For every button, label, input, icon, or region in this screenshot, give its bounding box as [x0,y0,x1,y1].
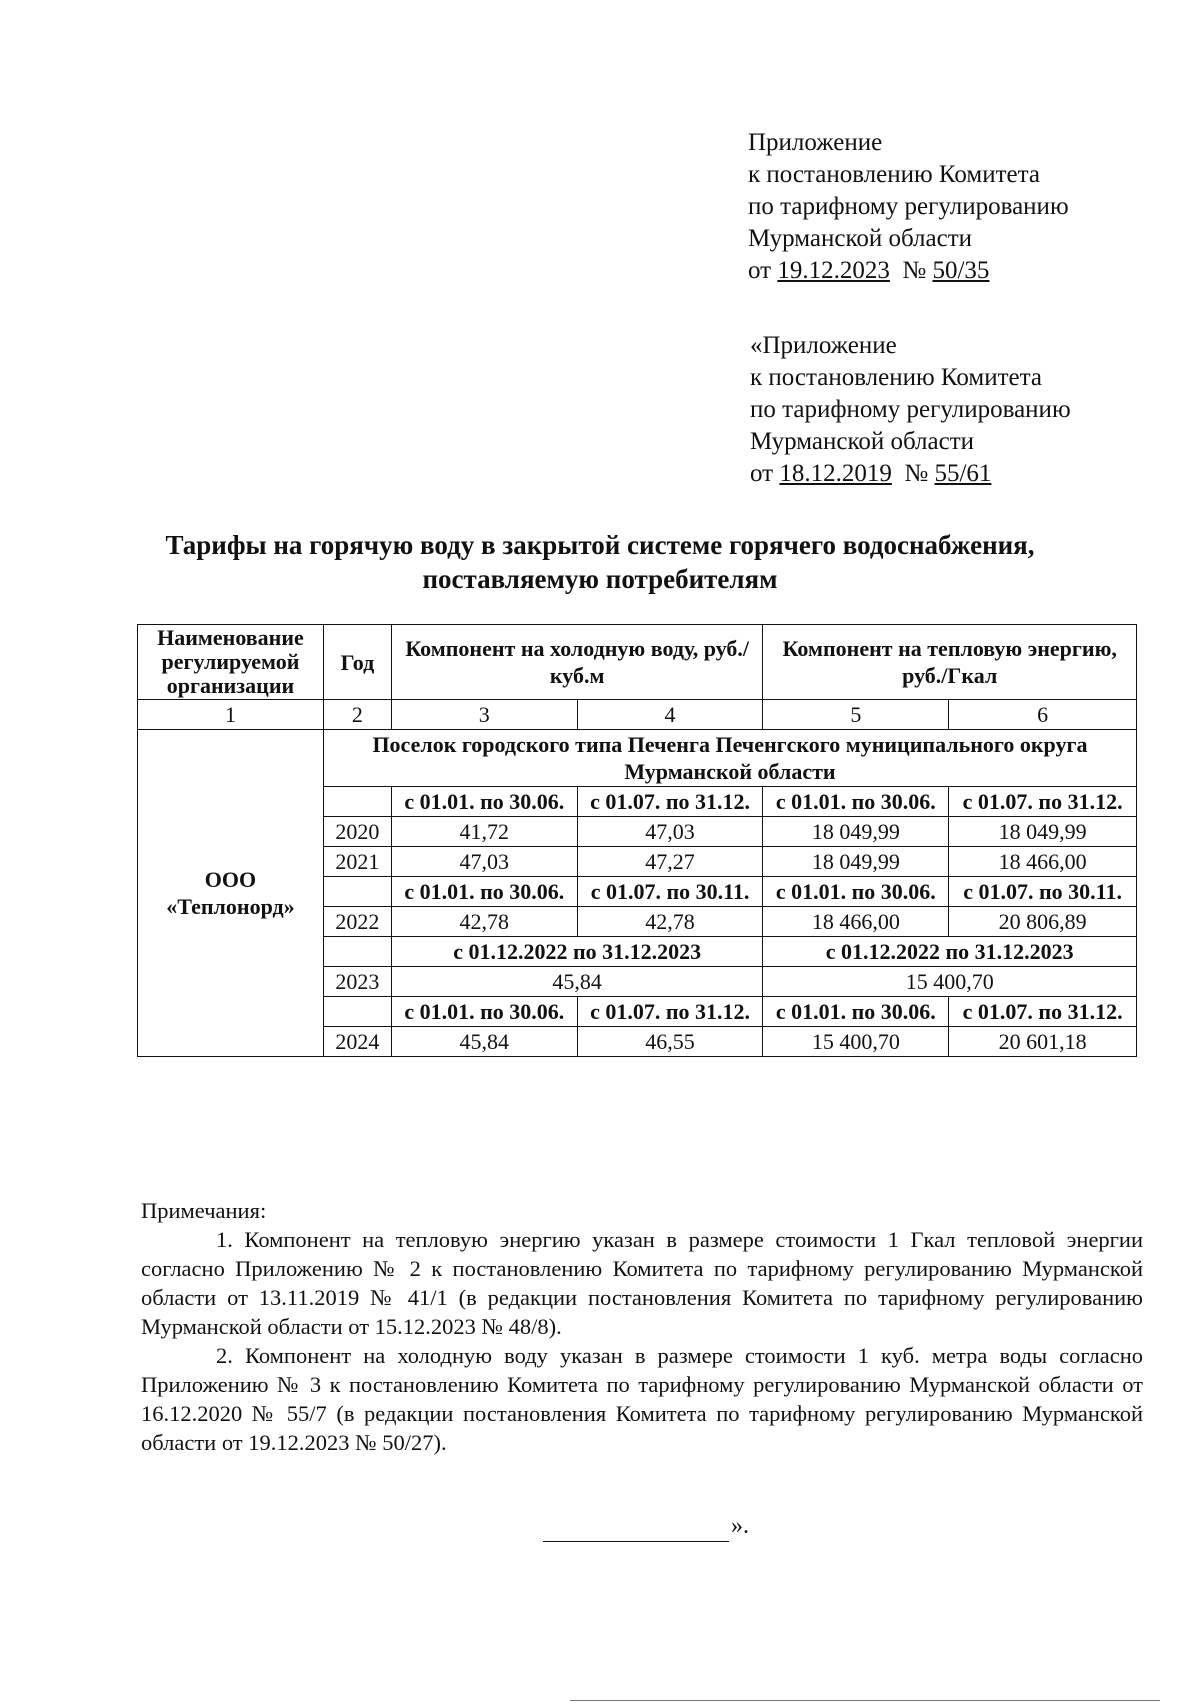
appendix-date-line [748,255,1069,287]
appendix-line: Мурманской области [748,225,973,252]
date-prefix: от [748,257,772,284]
year-cell: 2024 [323,1027,391,1057]
note-item: 2. Компонент на холодную воду указан в размере стоимости 1 куб. метра воды согласно Приложению № 3 к постановлению Комитета по тарифному регулированию Мурманской области от 16.12.2020 № 55/7 (в редакции постановления Комитета по тарифному регулированию Мурманской области от 19.12.2023 № 50/27). [141,1343,1143,1455]
period-cell: с 01.07. по 31.12. [949,997,1137,1027]
note-item: 1. Компонент на тепловую энергию указан в размере стоимости 1 Гкал тепловой энергии согласно Приложению № 2 к постановлению Комитета по тарифному регулированию Мурманской области от 13.11.2019 № 41/1 (в редакции постановления Комитета по тарифному регулированию Мурманской области от 15.12.2023 № 48/8). [141,1227,1143,1339]
number-prefix: № [904,460,929,487]
title-line: поставляемую потребителям [422,564,778,594]
value-cell: 41,72 [391,817,577,847]
column-number: 2 [323,700,391,730]
period-cell: с 01.07. по 31.12. [577,787,763,817]
value-cell: 42,78 [391,907,577,937]
value-cell: 20 806,89 [949,907,1137,937]
period-cell: с 01.07. по 30.11. [577,877,763,907]
period-cell: с 01.12.2022 по 31.12.2023 [391,937,763,967]
closing-quote: ». [731,1513,749,1539]
value-cell: 15 400,70 [763,967,1137,997]
appendix-line: к постановлению Комитета [750,364,1042,391]
period-cell: с 01.01. по 30.06. [763,787,949,817]
year-cell: 2023 [323,967,391,997]
value-cell: 18 466,00 [763,907,949,937]
year-cell: 2020 [323,817,391,847]
appendix-date-line [750,458,1071,490]
appendix-header-original [750,330,1071,490]
title-line: Тарифы на горячую воду в закрытой системе горячего водоснабжения, [165,530,1035,560]
appendix-line: «Приложение [750,332,897,359]
period-cell: с 01.01. по 30.06. [391,877,577,907]
period-cell: с 01.12.2022 по 31.12.2023 [763,937,1137,967]
resolution-date: 19.12.2023 [777,257,890,284]
period-cell: с 01.07. по 31.12. [577,997,763,1027]
value-cell: 18 049,99 [763,847,949,877]
value-cell: 45,84 [391,1027,577,1057]
year-cell: 2022 [323,907,391,937]
value-cell: 42,78 [577,907,763,937]
date-prefix: от [750,460,774,487]
value-cell: 47,03 [391,847,577,877]
appendix-line: по тарифному регулированию [750,396,1071,423]
value-cell: 47,27 [577,847,763,877]
resolution-number: 55/61 [934,460,992,487]
period-cell: с 01.07. по 30.11. [949,877,1137,907]
number-prefix: № [902,257,927,284]
organization-name: ООО «Теплонорд» [138,730,324,1057]
tariff-table [137,624,1137,1057]
header-thermal: Компонент на тепловую энергию, руб./Гкал [763,625,1137,700]
appendix-line: Приложение [748,129,883,156]
locality-row [138,730,1137,787]
period-cell: с 01.01. по 30.06. [763,997,949,1027]
resolution-number: 50/35 [932,257,990,284]
header-year: Год [323,625,391,700]
appendix-header-current [748,127,1069,287]
table-header-row [138,625,1137,700]
appendix-line: к постановлению Комитета [748,161,1040,188]
period-cell: с 01.01. по 30.06. [391,787,577,817]
column-number: 1 [138,700,324,730]
value-cell: 45,84 [391,967,763,997]
notes-section [141,1196,1143,1457]
value-cell: 15 400,70 [763,1027,949,1057]
period-cell: с 01.01. по 30.06. [763,877,949,907]
appendix-line: Мурманской области [750,428,975,455]
document-title [80,528,1120,596]
column-number: 4 [577,700,763,730]
bottom-edge-line [570,1700,1160,1701]
period-cell: с 01.07. по 31.12. [949,787,1137,817]
header-organization: Наименование регулируемой организации [138,625,324,700]
column-number: 6 [949,700,1137,730]
resolution-date: 18.12.2019 [779,460,892,487]
period-cell: с 01.01. по 30.06. [391,997,577,1027]
locality-name: Поселок городского типа Печенга Печенгского муниципального округа Мурманской области [323,730,1136,787]
notes-heading: Примечания: [141,1198,267,1223]
value-cell: 47,03 [577,817,763,847]
value-cell: 20 601,18 [949,1027,1137,1057]
column-number: 5 [763,700,949,730]
value-cell: 18 466,00 [949,847,1137,877]
year-cell: 2021 [323,847,391,877]
value-cell: 18 049,99 [763,817,949,847]
value-cell: 46,55 [577,1027,763,1057]
header-cold-water: Компонент на холодную воду, руб./куб.м [391,625,763,700]
column-number-row [138,700,1137,730]
value-cell: 18 049,99 [949,817,1137,847]
closing-underline [543,1541,729,1542]
column-number: 3 [391,700,577,730]
appendix-line: по тарифному регулированию [748,193,1069,220]
